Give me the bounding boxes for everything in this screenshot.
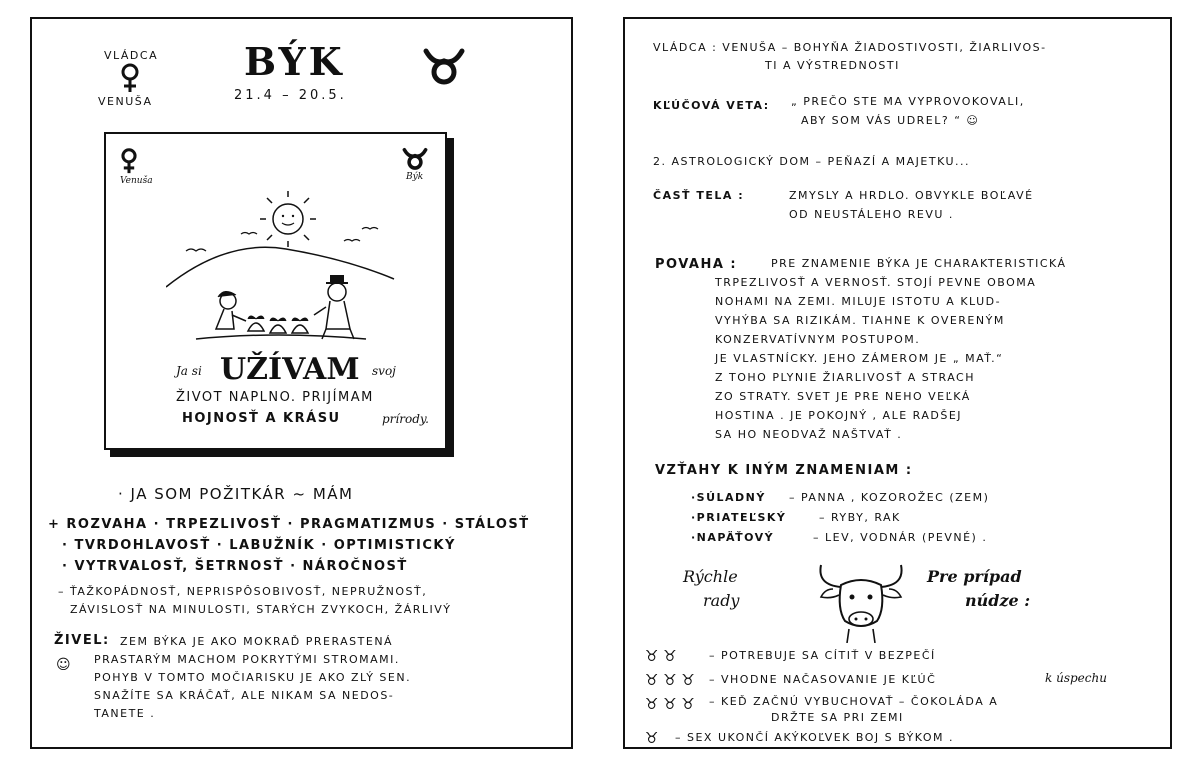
element-line-2: PRASTARÝM MACHOM POKRYTÝMI STROMAMI. (94, 653, 400, 666)
illustration-frame (104, 132, 447, 450)
tip-2-text: – VHODNE NAČASOVANIE JE KĽÚČ (709, 673, 937, 686)
tip-2-marker: ♉ ♉ ♉ (645, 671, 695, 689)
element-line-3: POHYB V TOMTO MOČIARISKU JE AKO ZLÝ SEN. (94, 671, 412, 684)
venus-icon (120, 63, 140, 97)
key-sentence-line-1: „ PREČO STE MA VYPROVOKOVALI, (791, 95, 1025, 108)
relation-friendly-value: – RYBY, RAK (819, 511, 901, 524)
tip-1-marker: ♉ ♉ (645, 647, 677, 665)
tip-4-text: – SEX UKONČÍ AKÝKOĽVEK BOJ S BÝKOM . (675, 731, 955, 744)
date-range: 21.4 – 20.5. (234, 88, 347, 103)
smiley-icon: ☺ (56, 657, 71, 673)
sun-icon (260, 191, 316, 247)
nature-line-2: TRPEZLIVOSŤ A VERNOSŤ. STOJÍ PEVNE OBOMA (715, 276, 1037, 289)
motto-line-2: ŽIVOT NAPLNO. PRIJÍMAM (176, 390, 374, 405)
headline: · JA SOM POŽITKÁR ~ MÁM (118, 485, 354, 503)
nature-line-6: JE VLASTNÍCKY. JEHO ZÁMEROM JE „ MAŤ.“ (715, 352, 1004, 365)
tip-3-marker: ♉ ♉ ♉ (645, 695, 695, 713)
nature-line-7: Z TOHO PLYNIE ŽIARLIVOSŤ A STRACH (715, 371, 975, 384)
relation-tense-label: ·NAPÄŤOVÝ (691, 531, 775, 544)
taurus-icon (422, 45, 466, 89)
ruler-line-1: VLÁDCA : VENUŠA – BOHYŇA ŽIADOSTIVOSTI, ŽIARLIVOS- (653, 41, 1047, 54)
minus-line-1: – ŤAŽKOPÁDNOSŤ, NEPRISPÔSOBIVOSŤ, NEPRUŽNOSŤ, (58, 585, 428, 598)
emergency-word-2: núdze : (965, 591, 1031, 610)
motto-small-3: prírody. (382, 412, 429, 426)
landscape-drawing (166, 189, 396, 353)
body-part-label: ČASŤ TELA : (653, 189, 745, 202)
quick-tips-word-2: rady (703, 591, 740, 610)
nature-line-1: PRE ZNAMENIE BÝKA JE CHARAKTERISTICKÁ (771, 257, 1067, 270)
relation-harmonic-label: ·SÚLADNÝ (691, 491, 766, 504)
plus-line-3: · VYTRVALOSŤ, ŠETRNOSŤ · NÁROČNOSŤ (62, 559, 408, 574)
plus-line-1: + ROZVAHA · TRPEZLIVOSŤ · PRAGMATIZMUS · STÁLOSŤ (48, 517, 530, 532)
relation-harmonic-value: – PANNA , KOZOROŽEC (ZEM) (789, 491, 990, 504)
tip-1-text: – POTREBUJE SA CÍTIŤ V BEZPEČÍ (709, 649, 936, 662)
tip-3-text: – KEĎ ZAČNÚ VYBUCHOVAŤ – ČOKOLÁDA A (709, 695, 999, 708)
body-part-line-1: ZMYSLY A HRDLO. OBVYKLE BOĽAVÉ (789, 189, 1034, 202)
venus-label: Venuša (120, 176, 153, 186)
nature-line-5: KONZERVATÍVNYM POSTUPOM. (715, 333, 921, 346)
ruler-line-2: TI A VÝSTREDNOSTI (765, 59, 900, 72)
ruler-label: VLÁDCA (104, 49, 159, 62)
plants (248, 316, 308, 333)
emergency-word-1: Pre prípad (927, 567, 1022, 586)
nature-line-4: VYHÝBA SA RIZIKÁM. TIAHNE K OVERENÝM (715, 314, 1005, 327)
house-line: 2. ASTROLOGICKÝ DOM – PEŇAZÍ A MAJETKU... (653, 155, 971, 168)
girl-figure (216, 291, 246, 329)
key-sentence-line-2: ABY SOM VÁS UDREL? “ ☺ (801, 114, 980, 127)
nature-line-3: NOHAMI NA ZEMI. MILUJE ISTOTU A KLUD- (715, 295, 1002, 308)
nature-line-8: ZO STRATY. SVET JE PRE NEHO VEĽKÁ (715, 390, 971, 403)
plus-line-2: · TVRDOHLAVOSŤ · LABUŽNÍK · OPTIMISTICKÝ (62, 538, 456, 553)
farmer-figure (314, 275, 354, 339)
right-page (623, 17, 1172, 749)
relations-label: VZŤAHY K INÝM ZNAMENIAM : (655, 463, 913, 478)
nature-label: POVAHA : (655, 257, 738, 272)
tip-3-continued: DRŽTE SA PRI ZEMI (771, 711, 904, 724)
motto-big: UŽÍVAM (220, 352, 360, 387)
motto-small-2: svoj (372, 364, 396, 378)
left-page (30, 17, 573, 749)
venus-small-icon (120, 148, 138, 178)
element-line-4: SNAŽÍTE SA KRÁČAŤ, ALE NIKAM SA NEDOS- (94, 689, 395, 702)
motto-line-3: HOJNOSŤ A KRÁSU (182, 411, 341, 426)
bull-head-icon (811, 559, 911, 643)
motto-small-1: Ja si (176, 364, 202, 378)
nature-line-9: HOSTINA . JE POKOJNÝ , ALE RADŠEJ (715, 409, 963, 422)
relation-friendly-label: ·PRIATEĽSKÝ (691, 511, 787, 524)
tip-4-marker: ♉ (645, 729, 659, 747)
quick-tips-word-1: Rýchle (683, 567, 738, 586)
relation-tense-value: – LEV, VODNÁR (PEVNÉ) . (813, 531, 988, 544)
key-sentence-label: KĽÚČOVÁ VETA: (653, 99, 770, 112)
element-line-1: ZEM BÝKA JE AKO MOKRAĎ PRERASTENÁ (120, 635, 394, 648)
nature-line-10: SA HO NEODVAŽ NAŠTVAŤ . (715, 428, 903, 441)
body-part-line-2: OD NEUSTÁLEHO REVU . (789, 208, 954, 221)
element-line-5: TANETE . (94, 707, 156, 720)
minus-line-2: ZÁVISLOSŤ NA MINULOSTI, STARÝCH ZVYKOCH, ŽÁRLIVÝ (70, 603, 452, 616)
page-title: BÝK (244, 39, 345, 84)
ruler-name: VENUŠA (98, 95, 153, 108)
bull-small-icon (402, 146, 428, 174)
tip-2-extra: k úspechu (1045, 671, 1107, 685)
bull-label: Býk (406, 172, 424, 182)
element-label: ŽIVEL: (54, 633, 110, 648)
